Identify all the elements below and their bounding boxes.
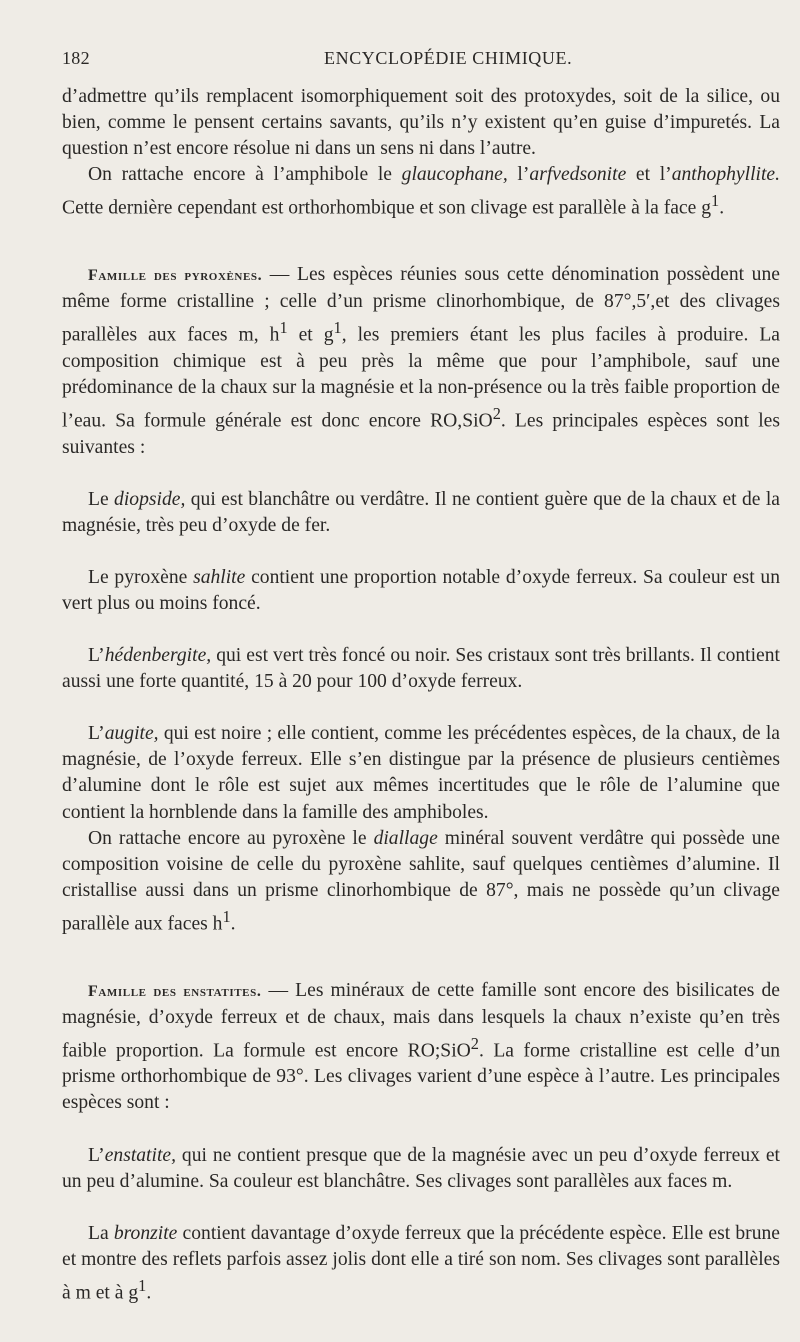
term-augite: augite, bbox=[104, 723, 159, 745]
section-heading-pyroxenes: Famille des pyroxènes. bbox=[88, 267, 263, 284]
section-pyroxenes: Famille des pyroxènes. — Les espèces réunies sous cette dénomination possèdent une même forme cristalline ; celle d’un prisme clinorhombique, de 87°,5′,et des clivages parallèles aux faces m, $h^1$ et $g^1$, les premiers étant les plus faciles à produire. La composition chimique est à peu près la même que pour l’amphibole, sauf une prédominance de la chaux sur la magnésie et la non-présence ou la très faible proportion de l’eau. Sa formule générale est donc encore RO,SiO$^2$. Les principales espèces sont les suivantes : bbox=[62, 264, 781, 458]
term-bronzite: bronzite bbox=[113, 1222, 178, 1244]
term-sahlite: sahlite bbox=[193, 566, 246, 588]
term-diopside: diopside, bbox=[114, 488, 186, 510]
term-arfvedsonite: arfvedsonite bbox=[529, 164, 627, 186]
paragraph-continuation: d’admettre qu’ils remplacent isomorphiquement soit des protoxydes, soit de la silice, ou bien, comme le pensent certains savants, qu’ils n’y existent qu’en guise d’impuretés. La question n’est encore résolue ni dans un sens ni dans l’autre. bbox=[62, 86, 780, 160]
term-diallage: diallage bbox=[373, 827, 438, 849]
paragraph-diallage: On rattache encore au pyroxène le diallage minéral souvent verdâtre qui possède une composition voisine de celle du pyroxène sahlite, sauf quelques centièmes d’alumine. Il cristallise aussi dans un prisme clinorhombique de 87°, mais ne possède qu’un clivage parallèle aux faces $h^1$. bbox=[62, 827, 780, 935]
paragraph-amphibole-varieties: On rattache encore à l’amphibole le glaucophane, l’arfvedsonite et l’anthophyllite. Cette dernière cependant est orthorhombique et son clivage est parallèle à la face $g^1$. bbox=[62, 164, 780, 219]
paragraph-augite: L’augite, qui est noire ; elle contient, comme les précédentes espèces, de la chaux, de la magnésie, de l’oxyde ferreux. Elle s’en distingue par la présence de plusieurs centièmes d’alumine dont le rôle est sujet aux mêmes incertitudes que le rôle de l’alumine que contient la hornblende dans la famille des amphiboles. bbox=[62, 723, 780, 823]
running-title: ENCYCLOPÉDIE CHIMIQUE. bbox=[324, 48, 573, 68]
page-header bbox=[62, 48, 780, 72]
term-enstatite: enstatite, bbox=[104, 1144, 176, 1166]
section-heading-enstatites: Famille des enstatites. bbox=[88, 982, 262, 1000]
body-text bbox=[62, 84, 780, 1307]
section-enstatites: Famille des enstatites. — Les minéraux de cette famille sont encore des bisilicates de magnésie, d’oxyde ferreux et de chaux, mais dans lesquels la chaux n’existe qu’en très faible proportion. La formule est encore RO;SiO$^2$. La forme cristalline est celle d’un prisme orthorhombique de 93°. Les clivages varient d’une espèce à l’autre. Les principales espèces sont : bbox=[62, 979, 781, 1114]
page-number: 182 bbox=[62, 48, 90, 68]
paragraph-bronzite: La bronzite contient davantage d’oxyde ferreux que la précédente espèce. Elle est brune et montre des reflets parfois assez jolis dont elle a tiré son nom. Ses clivages sont parallèles à m et à $g^1$. bbox=[62, 1222, 780, 1304]
paragraph-enstatite: L’enstatite, qui ne contient presque que de la magnésie avec un peu d’oxyde ferreux et un peu d’alumine. Sa couleur est blanchâtre. Ses clivages sont parallèles aux faces m. bbox=[62, 1144, 780, 1192]
paragraph-diopside: Le diopside, qui est blanchâtre ou verdâtre. Il ne contient guère que de la chaux et de la magnésie, très peu d’oxyde de fer. bbox=[62, 488, 780, 536]
term-hedenbergite: hédenbergite, bbox=[104, 645, 212, 667]
term-glaucophane: glaucophane, bbox=[401, 164, 508, 186]
term-anthophyllite: anthophyllite. bbox=[671, 164, 780, 186]
paragraph-hedenbergite: L’hédenbergite, qui est vert très foncé ou noir. Ses cristaux sont très brillants. Il contient aussi une forte quantité, 15 à 20 pour 100 d’oxyde ferreux. bbox=[62, 645, 780, 693]
paragraph-sahlite: Le pyroxène sahlite contient une proportion notable d’oxyde ferreux. Sa couleur est un vert plus ou moins foncé. bbox=[62, 566, 780, 614]
